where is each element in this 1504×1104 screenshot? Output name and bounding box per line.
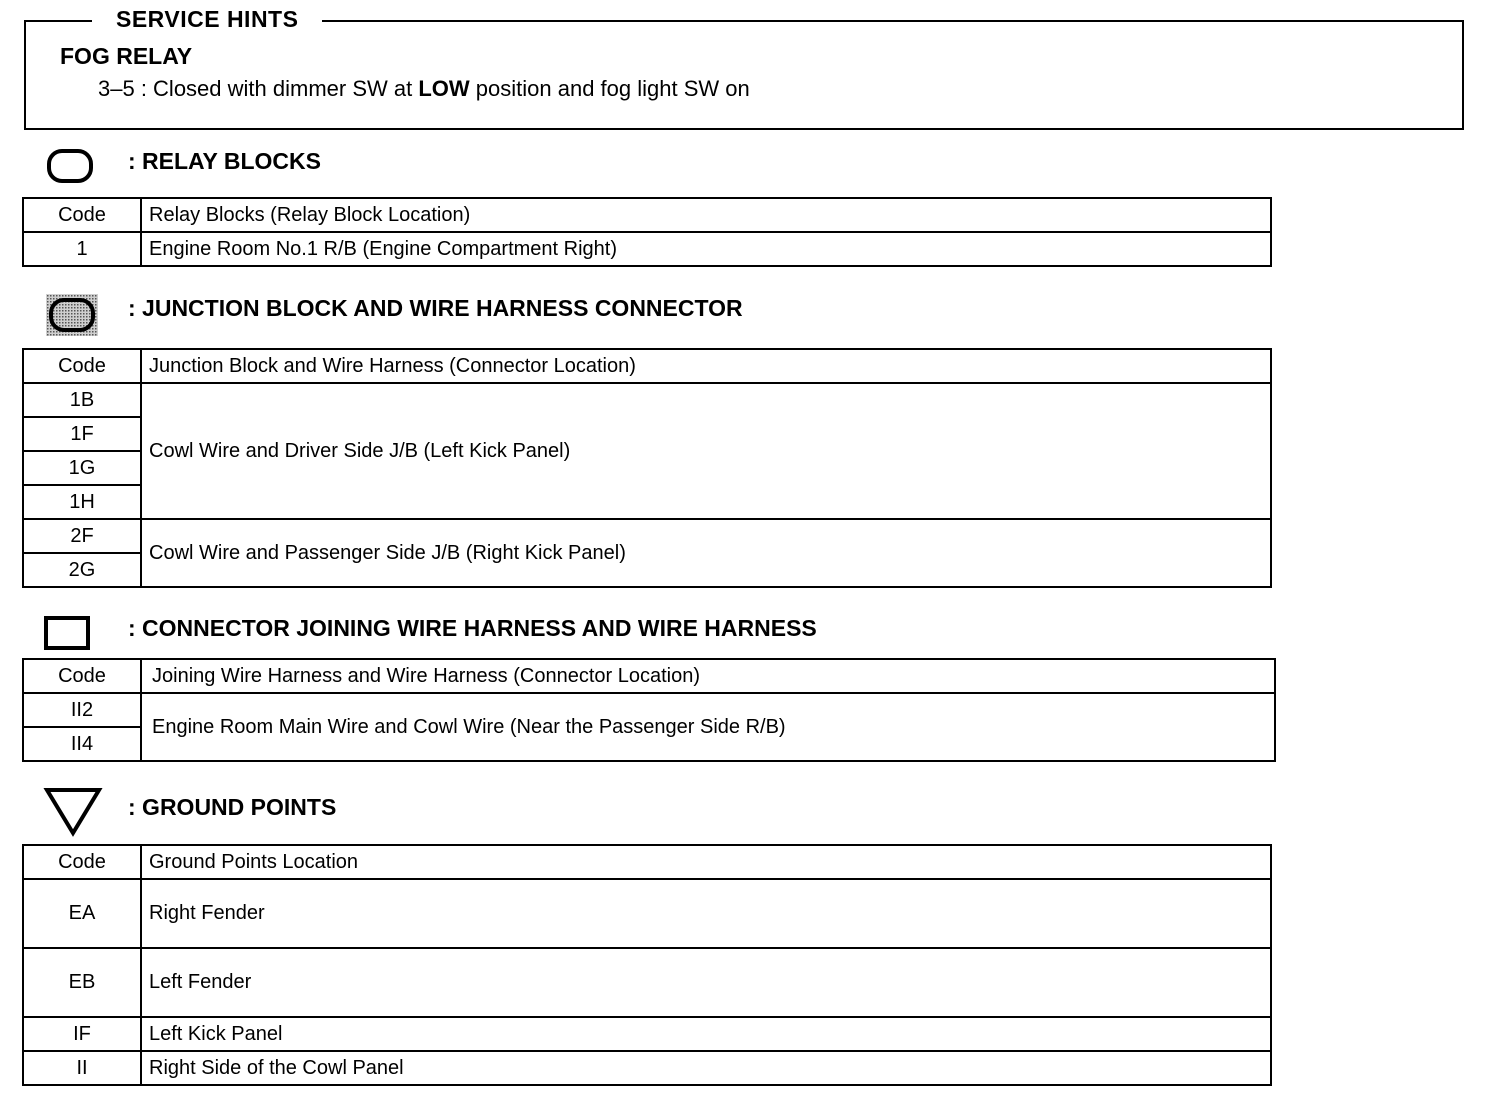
- table-header-row: [23, 659, 1275, 693]
- fog-relay-title: FOG RELAY: [60, 43, 193, 69]
- row-code: EB: [23, 948, 141, 1017]
- ground-points-title: : GROUND POINTS: [128, 794, 337, 820]
- junction-block-icon: [44, 292, 100, 338]
- row-code: II2: [23, 693, 141, 727]
- service-hints-legend: SERVICE HINTS: [92, 6, 322, 33]
- connectors-title: : CONNECTOR JOINING WIRE HARNESS AND WIRE HARNESS: [128, 615, 817, 641]
- header-code: Code: [23, 198, 141, 232]
- table-row: [23, 232, 1271, 266]
- row-desc: Engine Room No.1 R/B (Engine Compartment Right): [141, 232, 1271, 266]
- relay-blocks-table: [22, 197, 1272, 267]
- table-header-row: [23, 349, 1271, 383]
- table-header-row: [23, 198, 1271, 232]
- row-code: 1H: [23, 485, 141, 519]
- table-row: [23, 1051, 1271, 1085]
- hint-bold: LOW: [418, 76, 470, 101]
- table-row: [23, 519, 1271, 553]
- row-desc: Left Fender: [141, 948, 1271, 1017]
- row-desc: Right Side of the Cowl Panel: [141, 1051, 1271, 1085]
- row-code: IF: [23, 1017, 141, 1051]
- relay-blocks-title: : RELAY BLOCKS: [128, 148, 321, 174]
- group-desc: Cowl Wire and Driver Side J/B (Left Kick Panel): [141, 383, 1271, 519]
- header-code: Code: [23, 349, 141, 383]
- table-header-row: [23, 845, 1271, 879]
- table-row: [23, 879, 1271, 948]
- table-row: [23, 383, 1271, 417]
- header-code: Code: [23, 659, 141, 693]
- row-code: II: [23, 1051, 141, 1085]
- hint-prefix: 3–5 : Closed with dimmer SW at: [98, 76, 419, 101]
- junction-blocks-table: [22, 348, 1272, 588]
- junction-blocks-title: : JUNCTION BLOCK AND WIRE HARNESS CONNECTOR: [128, 295, 743, 321]
- header-desc: Relay Blocks (Relay Block Location): [141, 198, 1271, 232]
- hint-suffix: position and fog light SW on: [469, 76, 750, 101]
- group-desc: Engine Room Main Wire and Cowl Wire (Near the Passenger Side R/B): [141, 693, 1275, 761]
- fog-relay-hint: [98, 76, 750, 102]
- row-code: 2G: [23, 553, 141, 587]
- row-code: 2F: [23, 519, 141, 553]
- row-code: 1: [23, 232, 141, 266]
- header-code: Code: [23, 845, 141, 879]
- table-row: [23, 1017, 1271, 1051]
- row-code: II4: [23, 727, 141, 761]
- connector-icon: [42, 614, 92, 652]
- row-code: 1F: [23, 417, 141, 451]
- table-row: [23, 693, 1275, 727]
- row-code: EA: [23, 879, 141, 948]
- header-desc: Ground Points Location: [141, 845, 1271, 879]
- header-desc: Junction Block and Wire Harness (Connector Location): [141, 349, 1271, 383]
- relay-block-icon: [44, 146, 98, 186]
- ground-points-table: [22, 844, 1272, 1086]
- ground-point-icon: [42, 786, 104, 838]
- row-code: 1B: [23, 383, 141, 417]
- table-row: [23, 948, 1271, 1017]
- row-desc: Left Kick Panel: [141, 1017, 1271, 1051]
- group-desc: Cowl Wire and Passenger Side J/B (Right Kick Panel): [141, 519, 1271, 587]
- row-desc: Right Fender: [141, 879, 1271, 948]
- service-hints-box: [24, 20, 1464, 130]
- header-desc: Joining Wire Harness and Wire Harness (Connector Location): [141, 659, 1275, 693]
- row-code: 1G: [23, 451, 141, 485]
- connectors-table: [22, 658, 1276, 762]
